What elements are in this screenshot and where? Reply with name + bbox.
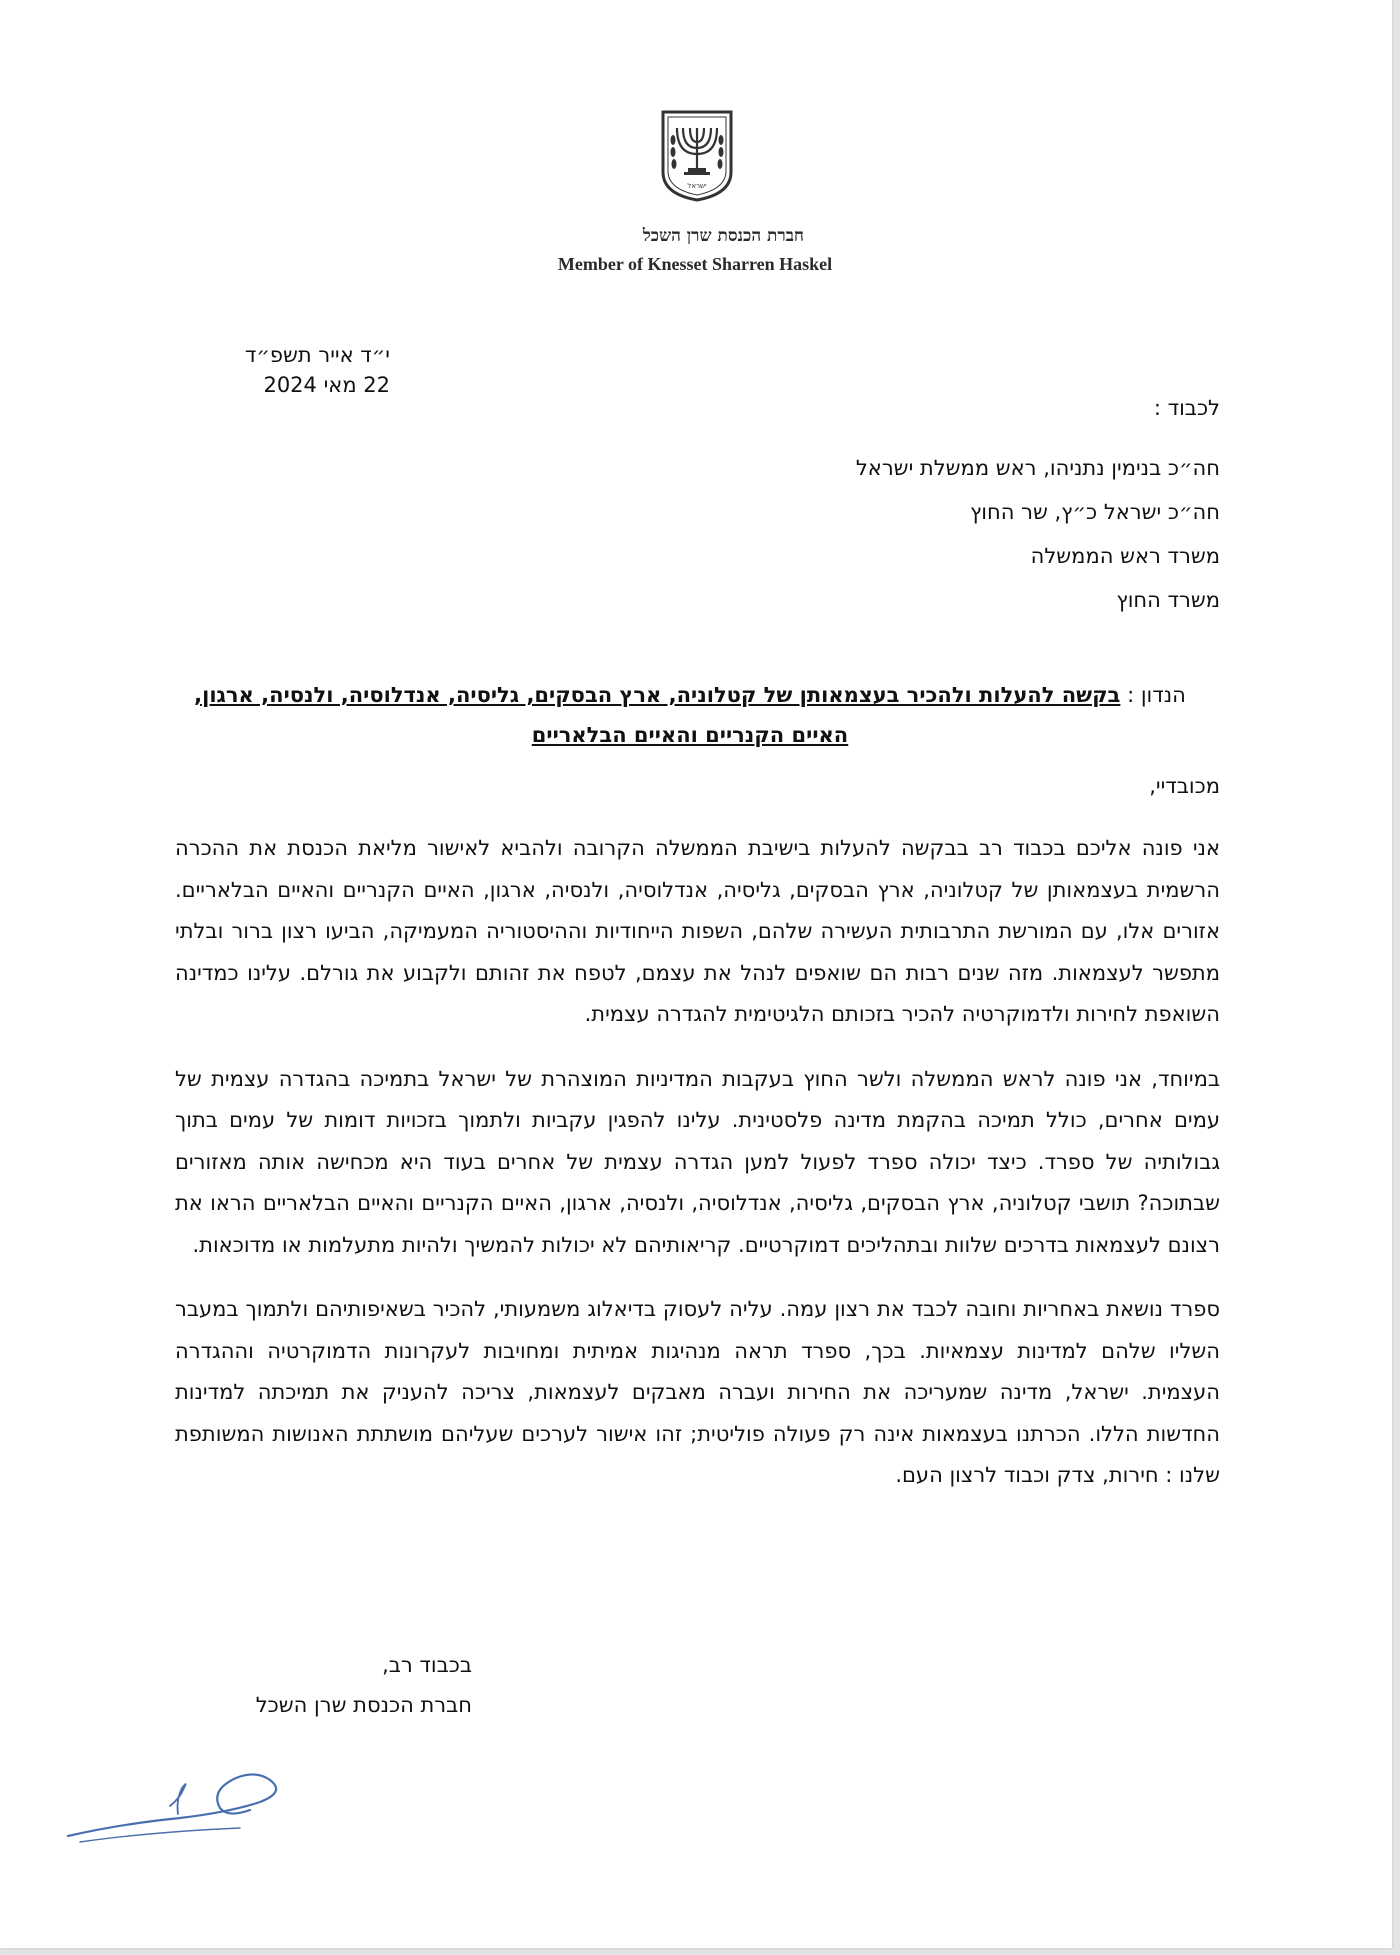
body-paragraph: במיוחד, אני פונה לראש הממשלה ולשר החוץ בעקבות המדיניות המוצהרת של ישראל בתמיכה בהגדרה עצמית של עמים אחרים, כולל תמיכה בהקמת מדינה פלסטינית. עלינו להפגין עקביות ולתמוך בזכויות דומות של עמים בתוך גבולותיה של ספרד. כיצד יכולה ספרד לפעול למען הגדרה עצמית של אחרים בעוד היא מכחישה אותה מאזורים שבתוכה? תושבי קטלוניה, ארץ הבסקים, גליסיה, אנדלוסיה, ולנסיה, ארגון, האיים הקנריים והאיים הבלאריים הראו את רצונם לעצמאות בדרכים שלוות ובתהליכים דמוקרטיים. קריאותיהם לא יכולות להמשיך ולהיות מתעלמות או מדוכאות.	[175, 1066, 1220, 1257]
closing-salutation: בכבוד רב,	[382, 1653, 472, 1677]
to-label: לכבוד :	[1153, 396, 1220, 420]
closing-block	[180, 1645, 472, 1725]
recipient-line: חה״כ ישראל כ״ץ, שר החוץ	[969, 500, 1220, 524]
letter-body	[175, 828, 1220, 1520]
body-paragraph: ספרד נושאת באחריות וחובה לכבד את רצון עמה. עליה לעסוק בדיאלוג משמעותי, להכיר בשאיפותיהם ולתמוך במעבר השליו שלהם למדינות עצמאיות. בכך, ספרד תראה מנהיגות אמיתית ומחויבות לעקרונות הדמוקרטיה וההגדרה העצמית. ישראל, מדינה שמעריכה את החירות ועברה מאבקים לעצמאות, צריכה להעניק את תמיכתה למדינות החדשות הללו. הכרתנו בעצמאות אינה רק פעולה פוליטית; זהו אישור לערכים שעליהם מושתתת האנושות המשותפת שלנו : חירות, צדק וכבוד לרצון העם.	[175, 1297, 1220, 1487]
recipient-line: משרד ראש הממשלה	[1030, 544, 1220, 568]
emblem-text: ישראל	[687, 182, 707, 190]
recipient-line: משרד החוץ	[1116, 588, 1220, 612]
date-hebrew: י״ד אייר תשפ״ד	[244, 343, 390, 367]
greeting: מכובדיי,	[1149, 774, 1220, 798]
state-of-israel-emblem-icon	[659, 110, 735, 202]
body-paragraph: אני פונה אליכם בכבוד רב בבקשה להעלות בישיבת הממשלה הקרובה ולהביא לאישור מליאת הכנסת את ההכרה הרשמית בעצמאותן של קטלוניה, ארץ הבסקים, גליסיה, אנדלוסיה, ולנסיה, ארגון, האיים הקנריים והאיים הבלאריים. אזורים אלו, עם המורשת התרבותית העשירה שלהם, השפות הייחודיות וההיסטוריה המעמיקה, הביעו רצון ברור ובלתי מתפשר לעצמאות. מזה שנים רבות הם שואפים לנהל את עצמם, לטפח את זהותם ולקבוע את גורלם. עלינו כמדינה השואפת לחירות ולדמוקרטיה להכיר בזכותם הלגיטימית להגדרה עצמית.	[175, 836, 1220, 1026]
recipients-list	[700, 446, 1220, 622]
closing-signer-name: חברת הכנסת שרן השכל	[255, 1693, 472, 1717]
subject-line	[190, 675, 1190, 755]
letterhead-title-hebrew: חברת הכנסת שרן השכל	[642, 226, 804, 246]
subject-label: הנדון :	[1127, 683, 1186, 707]
handwritten-signature-icon	[60, 1758, 290, 1848]
letterhead-title-english: Member of Knesset Sharren Haskel	[557, 254, 833, 274]
date-gregorian: 22 מאי 2024	[263, 373, 390, 397]
recipient-line: חה״כ בנימין נתניהו, ראש ממשלת ישראל	[855, 456, 1220, 480]
subject-text: בקשה להעלות ולהכיר בעצמאותן של קטלוניה, ארץ הבסקים, גליסיה, אנדלוסיה, ולנסיה, ארגון, האיים הקנריים והאיים הבלאריים	[194, 683, 1121, 747]
date-block	[150, 340, 390, 400]
